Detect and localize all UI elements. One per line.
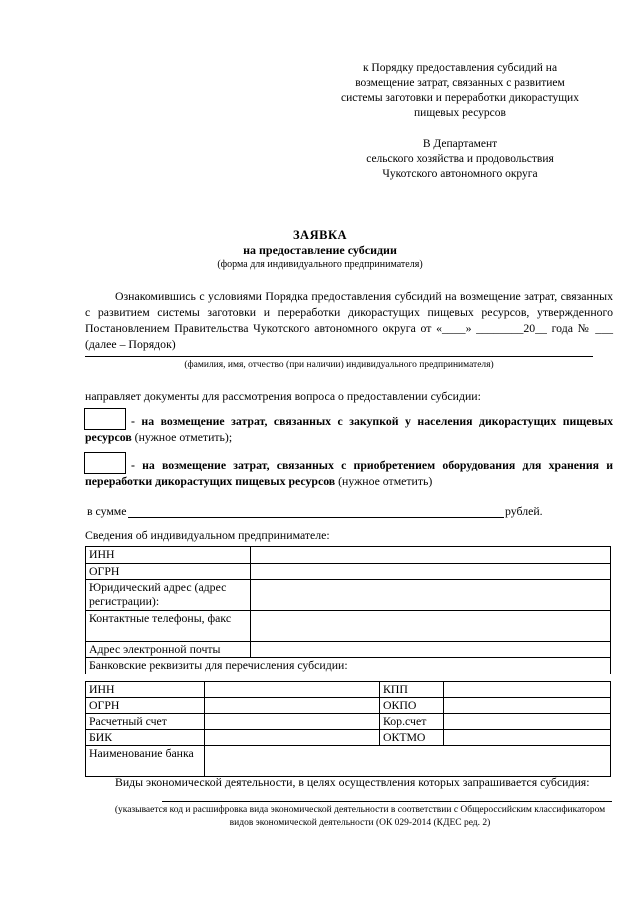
option-1-bold: - на возмещение затрат, связанных с закупкой у населения дикорастущих пищевых ресурсов	[85, 414, 613, 444]
addressee-line: сельского хозяйства и продовольствия	[366, 153, 554, 165]
appendix-header	[300, 61, 620, 121]
activity-note: (указывается код и расшифровка вида экономической деятельности в соответствии с Общероссийским классификатором видов экономической деятельности (ОК 029-2014 (КДЕС ред. 2)	[114, 805, 606, 828]
bank-table	[85, 681, 611, 777]
bank-label: Наименование банка	[86, 746, 205, 777]
sum-input-line[interactable]	[128, 517, 504, 518]
bank-value[interactable]	[444, 682, 611, 698]
sends-text: направляет документы для рассмотрения вопроса о предоставлении субсидии:	[85, 389, 481, 403]
ip-row-label: ОГРН	[86, 564, 251, 580]
bank-heading: Банковские реквизиты для перечисления субсидии:	[86, 658, 611, 674]
option-2-text	[85, 457, 613, 489]
bank-label: КПП	[380, 682, 444, 698]
option-2-rest: (нужное отметить)	[335, 474, 433, 488]
header-line: возмещение затрат, связанных с развитием	[355, 77, 565, 89]
ip-row-value[interactable]	[251, 580, 611, 611]
header-line: к Порядку предоставления субсидий на	[362, 62, 558, 74]
ip-row-label: ИНН	[86, 547, 251, 564]
doc-form-note: (форма для индивидуального предпринимателя)	[217, 259, 423, 270]
ip-info-heading: Сведения об индивидуальном предпринимателе:	[85, 528, 330, 542]
table-row	[86, 564, 611, 580]
bank-value[interactable]	[444, 698, 611, 714]
intro-paragraph: Ознакомившись с условиями Порядка предоставления субсидий на возмещение затрат, связанных с развитием системы заготовки и переработки дикорастущих пищевых ресурсов, утвержденного Постановлением Правительства Чукотского автономного округа от «____» ________20__ года № ___ (далее – Порядок)	[85, 289, 613, 351]
table-row	[86, 658, 611, 674]
table-row	[86, 642, 611, 658]
bank-value[interactable]	[205, 746, 611, 777]
option-1-rest: (нужное отметить);	[131, 430, 233, 444]
bank-label: ОГРН	[86, 698, 205, 714]
table-row	[86, 730, 611, 746]
table-row	[86, 547, 611, 564]
option-2-bold: - на возмещение затрат, связанных с приобретением оборудования для хранения и переработки дикорастущих пищевых ресурсов	[85, 458, 613, 488]
bank-value[interactable]	[444, 730, 611, 746]
table-row	[86, 746, 611, 777]
bank-value[interactable]	[205, 698, 380, 714]
activity-input-line[interactable]	[162, 801, 612, 802]
table-row	[86, 682, 611, 698]
bank-label: ИНН	[86, 682, 205, 698]
ip-row-label: Контактные телефоны, факс	[86, 611, 251, 642]
addressee	[300, 137, 620, 182]
ip-row-value[interactable]	[251, 611, 611, 642]
header-line: системы заготовки и переработки дикорастущих	[341, 92, 579, 104]
addressee-line: Чукотского автономного округа	[382, 168, 538, 180]
bank-label: БИК	[86, 730, 205, 746]
bank-label: Расчетный счет	[86, 714, 205, 730]
table-row	[86, 611, 611, 642]
bank-value[interactable]	[205, 730, 380, 746]
ip-row-value[interactable]	[251, 564, 611, 580]
table-row	[86, 698, 611, 714]
activity-text: Виды экономической деятельности, в целях осуществления которых запрашивается субсидия:	[115, 775, 590, 789]
bank-value[interactable]	[444, 714, 611, 730]
doc-title: ЗАЯВКА	[292, 228, 348, 242]
name-caption: (фамилия, имя, отчество (при наличии) индивидуального предпринимателя)	[184, 360, 494, 370]
header-line: пищевых ресурсов	[414, 107, 506, 119]
table-row	[86, 714, 611, 730]
table-row	[86, 580, 611, 611]
ip-row-value[interactable]	[251, 547, 611, 564]
name-input-line[interactable]	[85, 356, 593, 357]
bank-value[interactable]	[205, 714, 380, 730]
option-1-text	[85, 413, 613, 445]
bank-value[interactable]	[205, 682, 380, 698]
sum-unit: рублей.	[505, 504, 543, 518]
ip-info-table	[85, 546, 611, 674]
ip-row-value[interactable]	[251, 642, 611, 658]
bank-label: ОКПО	[380, 698, 444, 714]
doc-subtitle: на предоставление субсидии	[243, 243, 397, 257]
ip-row-label: Юридический адрес (адрес регистрации):	[86, 580, 251, 611]
bank-label: ОКТМО	[380, 730, 444, 746]
sum-label: в сумме	[87, 504, 127, 518]
addressee-line: В Департамент	[422, 138, 498, 150]
bank-label: Кор.счет	[380, 714, 444, 730]
ip-row-label: Адрес электронной почты	[86, 642, 251, 658]
